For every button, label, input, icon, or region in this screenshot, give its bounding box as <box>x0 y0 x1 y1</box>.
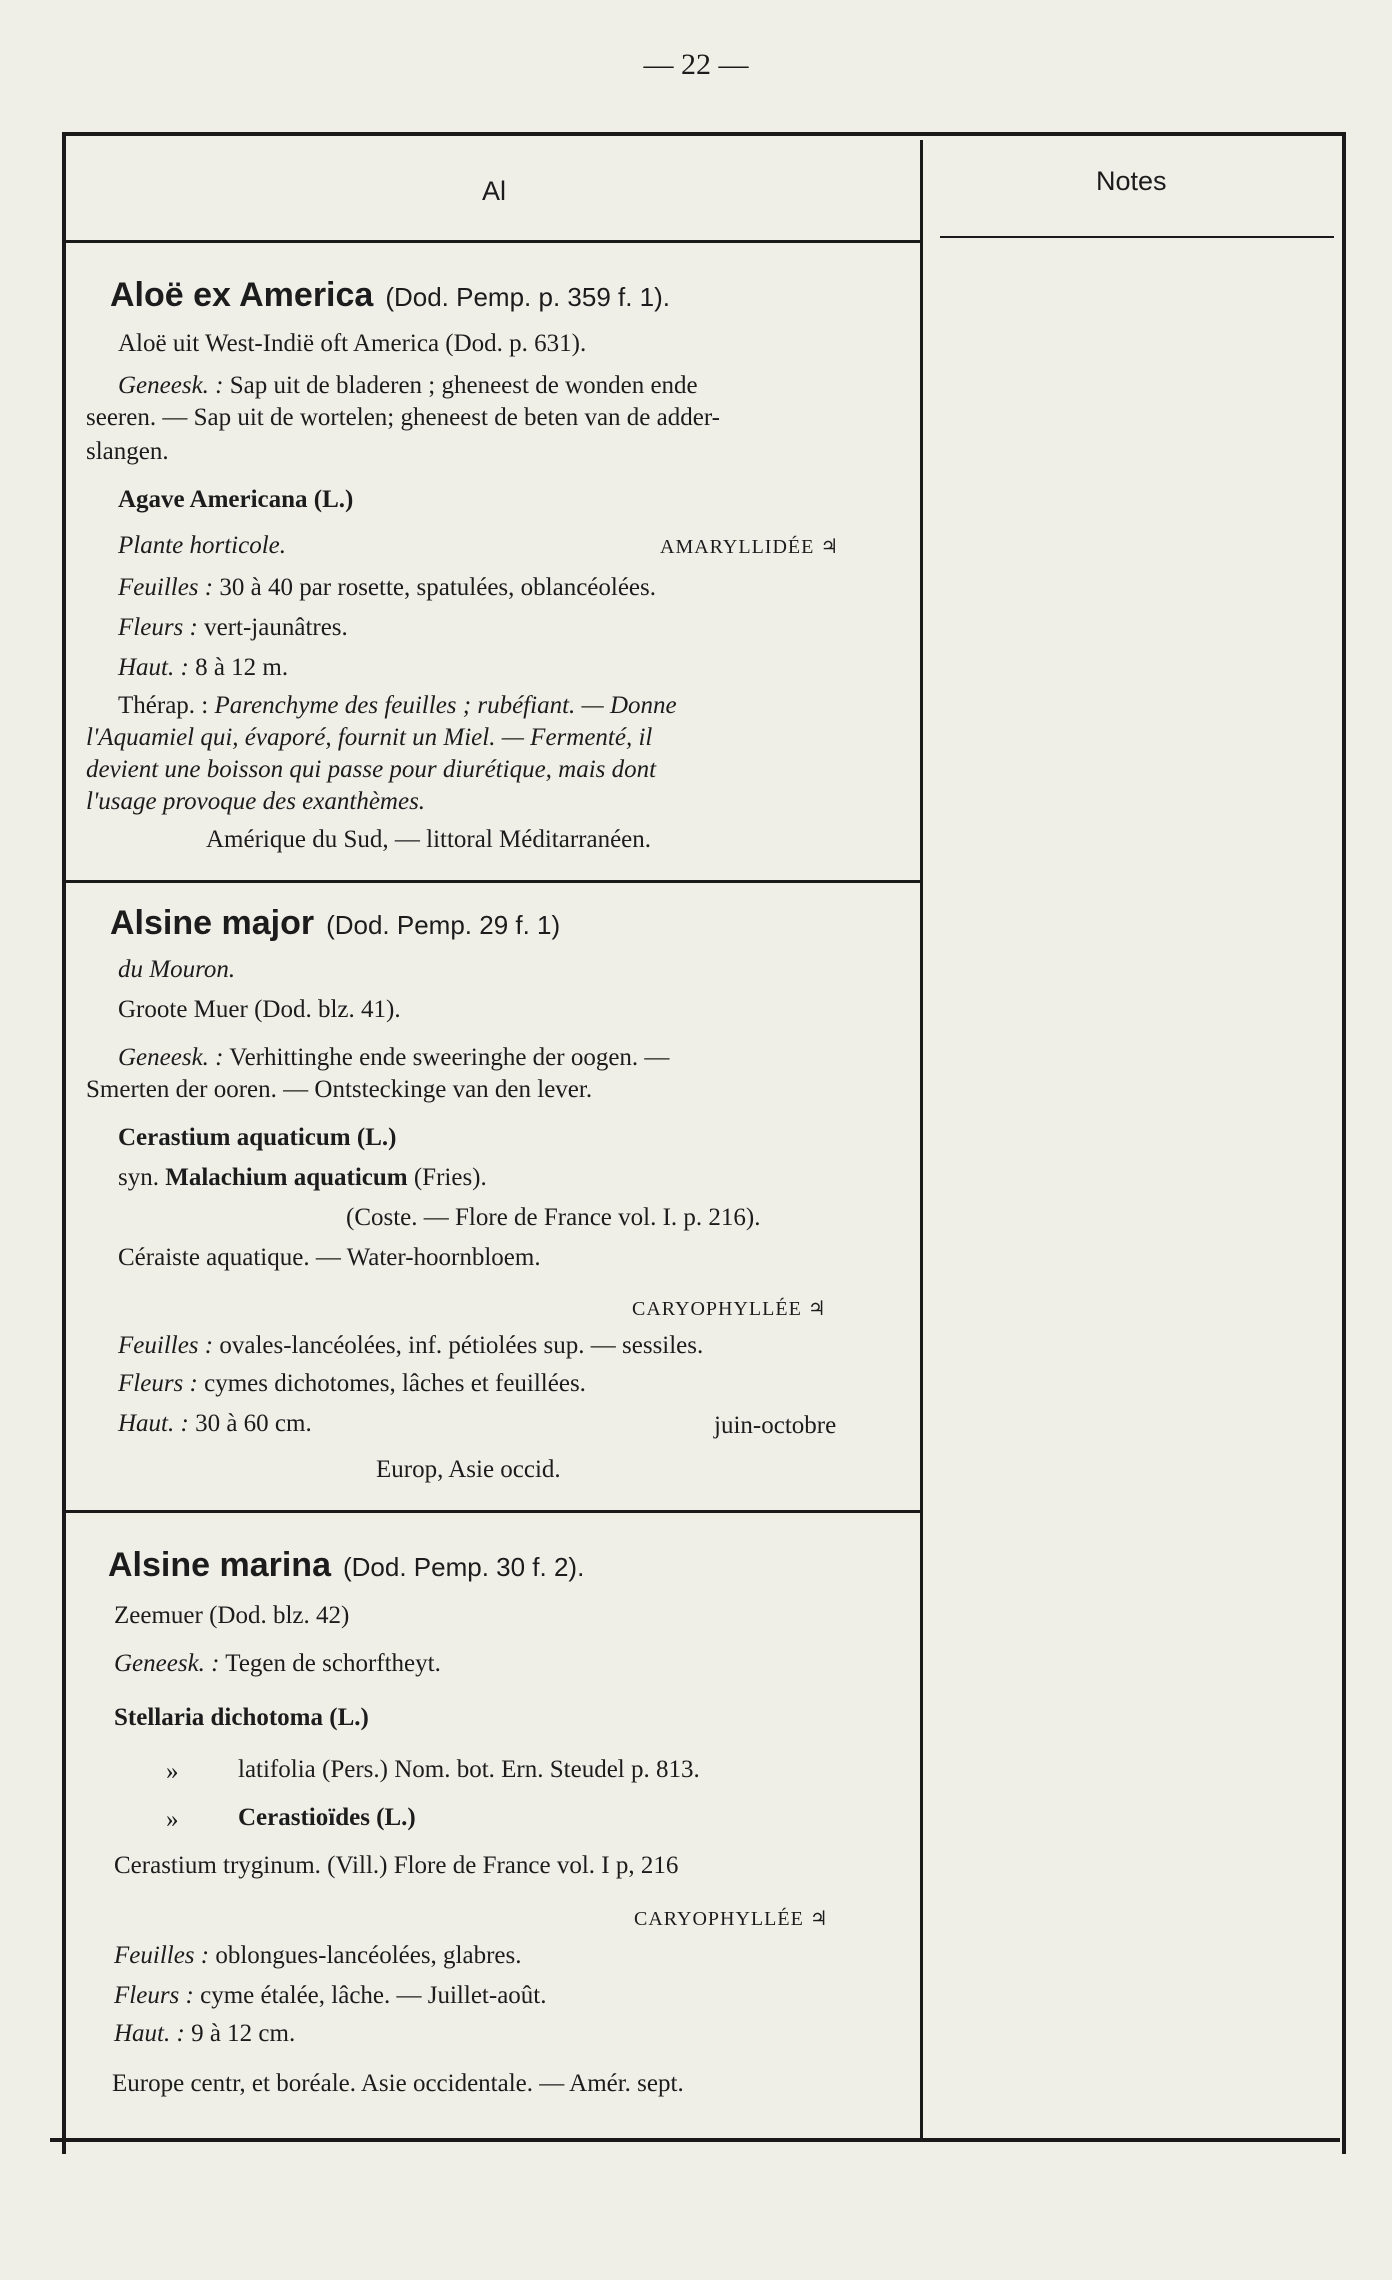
text: syn. <box>118 1164 166 1191</box>
text-line <box>114 1650 441 1678</box>
header-divider-left <box>66 240 922 243</box>
text-line <box>118 614 348 642</box>
entry-reference: (Dod. Pemp. 30 f. 2). <box>342 1552 585 1582</box>
label: Fleurs : <box>114 1982 194 2009</box>
entry-divider-2 <box>66 1510 922 1513</box>
text-line <box>118 654 288 682</box>
label: Feuilles : <box>114 1942 210 1969</box>
table-bottom-rule <box>50 2138 1340 2142</box>
label: Geneesk. : <box>118 1044 224 1071</box>
entry-title: Alsine major <box>110 904 315 942</box>
label: Haut. : <box>114 2020 185 2047</box>
text-line <box>114 1982 546 2010</box>
text-line <box>118 1044 669 1072</box>
label: Haut. : <box>118 1410 189 1437</box>
label: Geneesk. : <box>118 372 224 399</box>
entry-title-line <box>110 276 670 315</box>
distribution: Europe centr, et boréale. Asie occidentale. — Amér. sept. <box>112 2070 684 2097</box>
scientific-name: Cerastium aquaticum (L.) <box>118 1124 397 1151</box>
scientific-name: Stellaria dichotoma (L.) <box>114 1704 369 1731</box>
text-line <box>118 1370 586 1398</box>
entry-reference: (Dod. Pemp. p. 359 f. 1). <box>385 282 671 312</box>
text-line: l'Aquamiel qui, évaporé, fournit un Miel. — Fermenté, il <box>86 724 653 751</box>
text-line: seeren. — Sap uit de wortelen; gheneest de beten van de adder- <box>86 404 720 431</box>
text-line: Plante horticole. <box>118 532 287 559</box>
entry-title: Aloë ex America <box>110 276 374 314</box>
text-line: Smerten der ooren. — Ontsteckinge van den lever. <box>86 1076 593 1103</box>
text: cyme étalée, lâche. — Juillet-août. <box>193 1982 547 2009</box>
family-label: AMARYLLIDÉE ♃ <box>660 536 840 558</box>
text: cymes dichotomes, lâches et feuillées. <box>197 1370 586 1397</box>
column-separator <box>920 140 923 2142</box>
text-line: Cerastium tryginum. (Vill.) Flore de France vol. I p, 216 <box>114 1852 679 1879</box>
label: Feuilles : <box>118 574 214 601</box>
text: Parenchyme des feuilles ; rubéfiant. — Donne <box>208 692 677 719</box>
text-line <box>118 372 698 400</box>
entry-title-line <box>108 1546 584 1585</box>
entry-divider-1 <box>66 880 922 883</box>
text-line: devient une boisson qui passe pour diurétique, mais dont <box>86 756 657 783</box>
text: Tegen de schorftheyt. <box>219 1650 441 1677</box>
text-line: Zeemuer (Dod. blz. 42) <box>114 1602 350 1629</box>
text-line: Aloë uit West-Indië oft America (Dod. p. 631). <box>118 330 587 357</box>
text-line: Groote Muer (Dod. blz. 41). <box>118 996 401 1023</box>
text: 9 à 12 cm. <box>184 2020 296 2047</box>
text-line: du Mouron. <box>118 956 236 983</box>
distribution: Amérique du Sud, — littoral Méditarranéen. <box>206 826 652 853</box>
label: Fleurs : <box>118 614 198 641</box>
text: vert-jaunâtres. <box>197 614 348 641</box>
text: oblongues-lancéolées, glabres. <box>209 1942 522 1969</box>
page-number: — 22 — <box>643 48 749 81</box>
distribution: Europ, Asie occid. <box>376 1456 561 1483</box>
entry-reference: (Dod. Pemp. 29 f. 1) <box>326 910 561 940</box>
family-label: CARYOPHYLLÉE ♃ <box>634 1908 829 1930</box>
ditto-mark: » <box>166 1758 179 1785</box>
text-line: slangen. <box>86 438 169 465</box>
text-line <box>118 1410 312 1438</box>
text-line <box>114 1942 522 1970</box>
column-header-al: Al <box>482 176 507 206</box>
label: Geneesk. : <box>114 1650 220 1677</box>
ditto-mark: » <box>166 1806 179 1833</box>
text: Sap uit de bladeren ; gheneest de wonden ende <box>223 372 698 399</box>
column-header-notes: Notes <box>1096 166 1167 196</box>
text-line <box>118 1332 703 1360</box>
text: 8 à 12 m. <box>188 654 289 681</box>
scientific-name: Agave Americana (L.) <box>118 486 354 513</box>
text-line: latifolia (Pers.) Nom. bot. Ern. Steudel p. 813. <box>238 1756 700 1783</box>
label: Thérap. : <box>118 692 209 719</box>
header-divider-right <box>940 236 1334 238</box>
text-line <box>114 2020 295 2048</box>
text-line <box>118 1164 487 1192</box>
label: Haut. : <box>118 654 189 681</box>
text-line: (Coste. — Flore de France vol. I. p. 216). <box>346 1204 761 1231</box>
text-line <box>118 574 656 602</box>
label: Fleurs : <box>118 1370 198 1397</box>
family-label: CARYOPHYLLÉE ♃ <box>632 1298 827 1320</box>
label: Feuilles : <box>118 1332 214 1359</box>
text-line: Céraiste aquatique. — Water-hoornbloem. <box>118 1244 541 1271</box>
entry-title: Alsine marina <box>108 1546 331 1584</box>
text-line: l'usage provoque des exanthèmes. <box>86 788 426 815</box>
text-line <box>118 692 677 720</box>
synonym: Malachium aquaticum <box>165 1164 408 1191</box>
text: Verhittinghe ende sweeringhe der oogen. — <box>223 1044 670 1071</box>
scientific-name: Cerastioïdes (L.) <box>238 1804 416 1831</box>
text: 30 à 60 cm. <box>188 1410 312 1437</box>
text: ovales-lancéolées, inf. pétiolées sup. — sessiles. <box>213 1332 704 1359</box>
text-line: juin-octobre <box>714 1412 837 1439</box>
text: (Fries). <box>407 1164 487 1191</box>
entry-title-line <box>110 904 560 943</box>
text: 30 à 40 par rosette, spatulées, oblancéolées. <box>213 574 657 601</box>
